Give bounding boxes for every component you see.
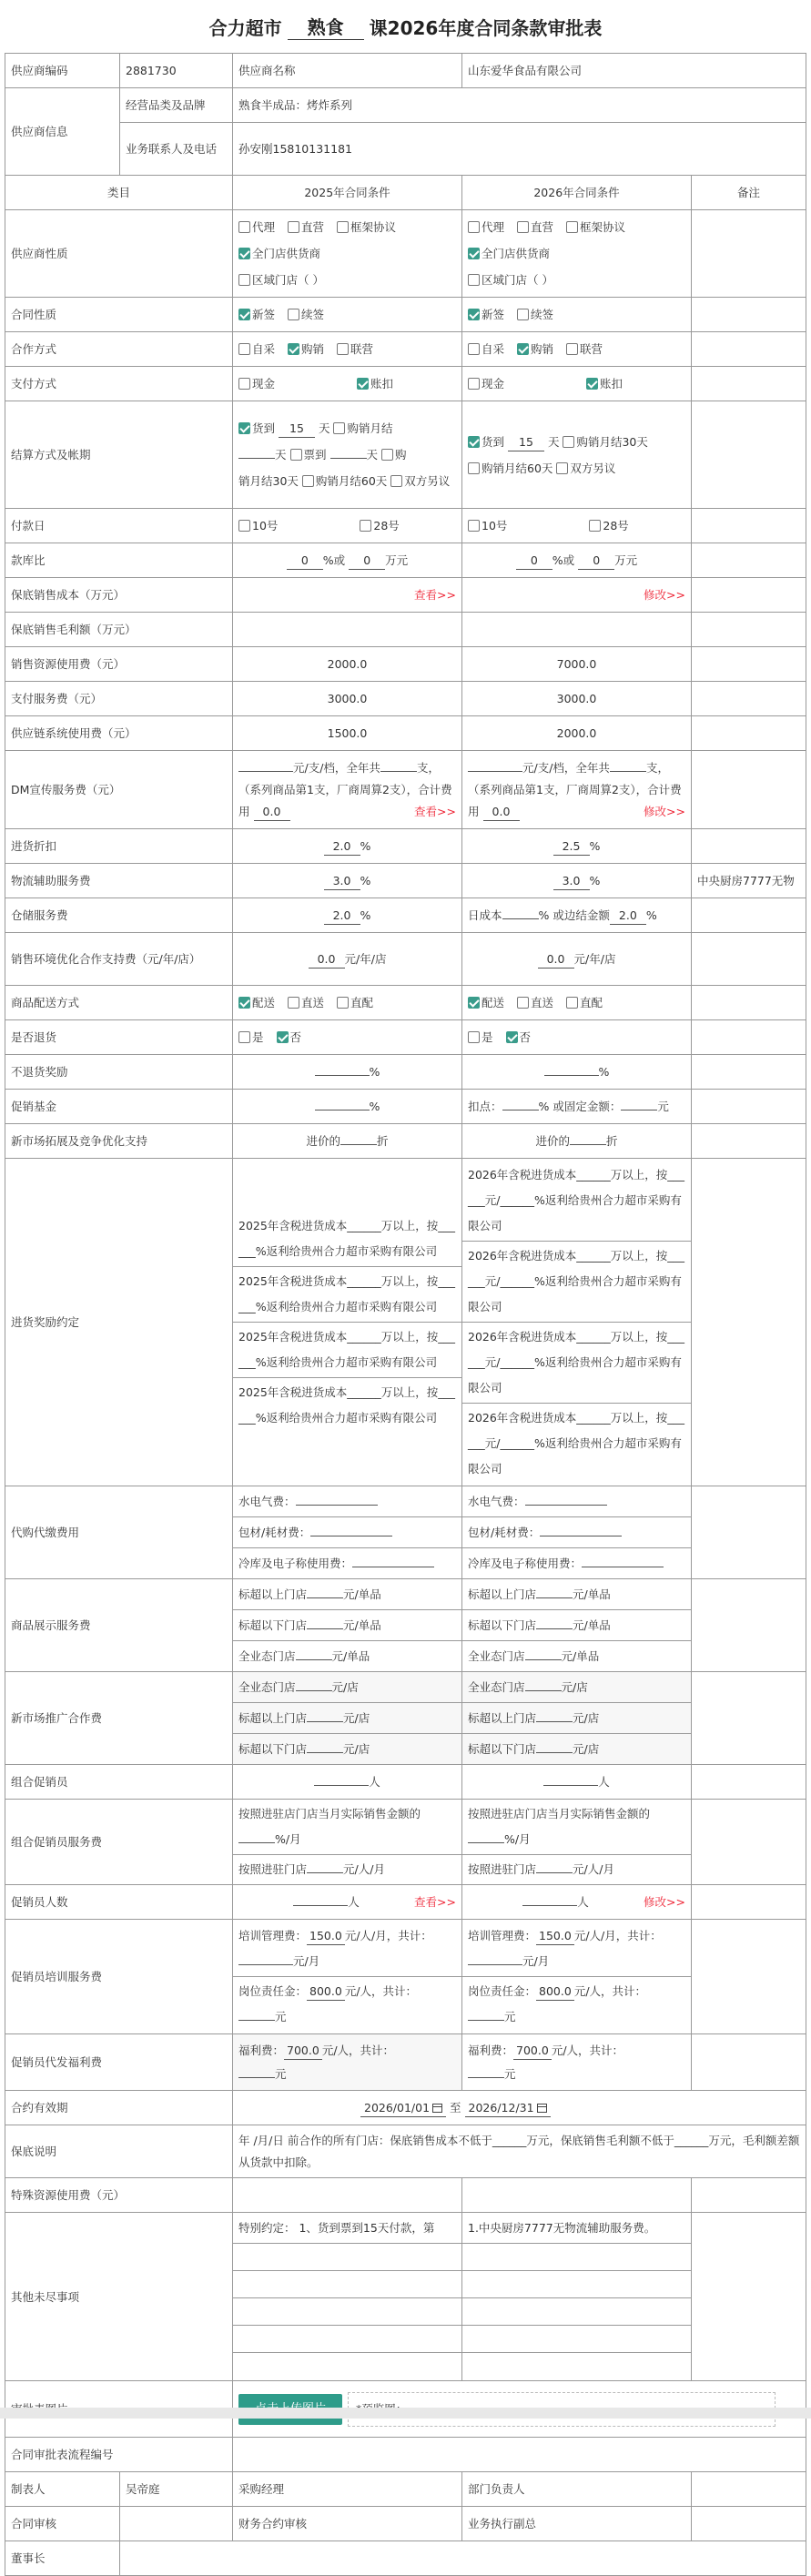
checkbox-checked[interactable] [357,378,369,390]
nature-2026: 代理 直营 框架协议 全门店供货商 区域门店（ ） [462,210,692,298]
checkbox[interactable] [589,520,601,532]
checkbox[interactable] [288,309,299,320]
checkbox[interactable] [290,449,302,461]
checkbox[interactable] [468,462,480,474]
checkbox[interactable] [390,475,402,487]
checkbox-checked[interactable] [238,422,250,434]
supplier-code: 2881730 [120,54,233,88]
checkbox[interactable] [468,221,480,233]
checkbox[interactable] [337,343,349,355]
maker-name: 吴帝庭 [120,2472,233,2507]
checkbox[interactable] [468,378,480,390]
checkbox[interactable] [238,274,250,286]
checkbox[interactable] [337,221,349,233]
dept-name: 熟食 [288,13,364,40]
calendar-icon [432,2104,442,2113]
checkbox[interactable] [360,520,371,532]
edit-link[interactable]: 修改>> [644,588,685,602]
checkbox[interactable] [517,221,529,233]
settle-2026: 货到 15 天 购销月结30天 购销月结60天 双方另议 [462,401,692,509]
bottom-bar [0,2408,811,2419]
checkbox-checked[interactable] [517,343,529,355]
checkbox[interactable] [517,997,529,1009]
page-title: 合力超市 熟食 课2026年度合同条款审批表 [0,0,811,53]
checkbox[interactable] [517,309,529,320]
checkbox[interactable] [468,343,480,355]
checkbox[interactable] [302,475,314,487]
checkbox[interactable] [238,378,250,390]
checkbox[interactable] [288,997,299,1009]
checkbox[interactable] [563,436,574,448]
view-link[interactable]: 查看>> [414,1895,456,1909]
checkbox[interactable] [238,343,250,355]
view-link[interactable]: 查看>> [414,804,456,818]
checkbox[interactable] [381,449,393,461]
checkbox-checked[interactable] [468,436,480,448]
checkbox-checked[interactable] [586,378,598,390]
settle-2025: 货到 15 天 购销月结 天 票到 天 购 销月结30天 购销月结60天 双方另议 [233,401,462,509]
supplier-name: 山东爱华食品有限公司 [462,54,806,88]
checkbox[interactable] [288,221,299,233]
checkbox[interactable] [238,1031,250,1043]
checkbox[interactable] [333,422,345,434]
checkbox[interactable] [468,274,480,286]
edit-link[interactable]: 修改>> [644,804,685,818]
calendar-icon [537,2104,547,2113]
checkbox-checked[interactable] [238,248,250,259]
checkbox-checked[interactable] [468,997,480,1009]
checkbox[interactable] [468,1031,480,1043]
checkbox-checked[interactable] [238,997,250,1009]
edit-link[interactable]: 修改>> [644,1895,685,1909]
checkbox-checked[interactable] [277,1031,289,1043]
approval-table: 供应商编码 2881730 供应商名称 山东爱华食品有限公司 供应商信息 经营品类及品牌 熟食半成品：烤炸系列 业务联系人及电话 孙安刚15810131181 类目 2025年合同条件 2026年合同条件 备注 供应商性质 代理 直营 框架协议 全门店供货商 区域门店（ ） 代理 直营 框架协议 全门店供货商 区域门店（ ） 合同性质 新签 续签 新签 续签 合作方式 自采 购销 联营 自采 购销 联营 支付方式 现金 账扣 现金 账扣 结算方式及帐期 货到 15 天 购销月结 天 票到 天 购 销月结30天 购销月结60天 双方另议 货到 15 天 购销月结30天 购销月结60天 双方另议 付款日 10号 28号 10号 28号 款库比 0 %或 0 万元 0 %或 0 万元 保底销售成本（万元） 查看>> 修改>> 保底销售毛利额（万元） 销售资源使用费（元） 2000.0 7000.0 支付服务费（元） 3000.0 3000.0 供应链系统使用费（元） 1500.0 2000.0 DM宣传服务费（元） 元/支/档，全年共 支，（系列商品第1支，厂商周算2支），合计费用 0.0 查看>> 元/支/档，全年共 支，（系列商品第1支，厂商周算2支），合计费用 0.0 修改>> 进货折扣 2.0 % 2.5 % 物流辅助服务费 3.0 % 3.0 % 中央厨房7777无物 仓储服务费 2.0 % 日成本 % 或边结金额 2.0 % 销售环境优化合作支持费（元/年/店） 0.0 元/年/店 0.0 元/年/店 商品配送方式 配送 直送 直配 配送 直送 直配 是否退货 是 否 是 否 不退货奖励 % % 促销基金 % 扣点： % 或固定金额： 元 新市场拓展及竞争优化支持 进价的 折 进价的 折 进货奖励约定 2025年含税进货成本______万以上，按______%返利给贵州合力超市采购有限公司 2025年含税进货成本______万以上，按______%返利给贵州合力超市采购有限公司 2025年含税进货成本______万以上，按______%返利给贵州合力超市采购有限公司 2025年含税进货成本______万以上，按______%返利给贵州合力超市采购有限公司 2026年含税进货成本______万以上，按______元/______%返利给贵州合力超市采购有限公司 2026年含税进货成本______万以上，按______元/______%返利给贵州合力超市采购有限公司 2026年含税进货成本______万以上，按______元/______%返利给贵州合力超市采购有限公司 2026年含税进货成本______万以上，按______元/______%返利给贵州合力超市采购有限公司 代购代缴费用 水电气费： 包材/耗材费： 冷库及电子称使用费： 水电气费： 包材/耗材费： 冷库及电子称使用费： 商品展示服务费 标超以上门店 元/单品 标超以下门店 元/单品 全业态门店 元/单品 标超以上门店 元/单品 标超以下门店 元/单品 全业态门店 元/单品 新市场推广合作费 全业态门店 元/店 标超以上门店 元/店 标超以下门店 元/店 全业态门店 元/店 标超以上门店 元/店 标超以下门店 元/店 组合促销员 人 人 组合促销员服务费 按照进驻店门店当月实际销售金额的 %/月 按照进驻门店 元/人/月 按照进驻店门店当月实际销售金额的 %/月 按照进驻门店 元/人/月 促销员人数 人 查看>> 人 修改>> 促销员培训服务费 培训管理费： 150.0 元/人/月，共计： 元/月 岗位责任金： 800.0 元/人，共计： 元 培训管理费： 150.0 元/人/月，共计： 元/月 岗位责任金： 800.0 元/人，共计： 元 促销员代发福利费 福利费： 700.0 元/人，共计： 元 福利费： 700.0 元/人，共计： 元 合约有效期 2026/01/01 至 2026/12/31 保底说明 年 /月/日 前合作的所有门店：保底销售成本不低于______万元，保底销售毛利额不低于______万元，毛利额差额从货款中扣除。 特殊资源使用费（元） 其他未尽事项 特别约定： 1、货到票到15天付款，第 1.中央厨房7777无物流辅助服务费。 合同审批表流程编号 制表人 吴帝庭 采购经理 部门负责人 合同审核 财务合约审核 业务执行副总 董事长 [5,53,806,2576]
checkbox[interactable] [337,997,349,1009]
supplier-category: 熟食半成品：烤炸系列 [233,88,806,123]
nature-2025: 代理 直营 框架协议 全门店供货商 区域门店（ ） [233,210,462,298]
checkbox[interactable] [566,221,578,233]
supplier-contact: 孙安刚15810131181 [233,123,806,176]
checkbox-checked[interactable] [238,309,250,320]
checkbox[interactable] [238,520,250,532]
guarantee-note: 年 /月/日 前合作的所有门店：保底销售成本不低于______万元，保底销售毛利额不低于______万元，毛利额差额从货款中扣除。 [233,2125,806,2178]
checkbox[interactable] [556,462,568,474]
checkbox-checked[interactable] [468,309,480,320]
checkbox-checked[interactable] [288,343,299,355]
checkbox[interactable] [566,343,578,355]
checkbox[interactable] [566,997,578,1009]
checkbox-checked[interactable] [468,248,480,259]
end-date-input[interactable]: 2026/12/31 [465,2100,551,2117]
checkbox[interactable] [468,520,480,532]
checkbox-checked[interactable] [506,1031,518,1043]
view-link[interactable]: 查看>> [414,588,456,602]
checkbox[interactable] [238,221,250,233]
start-date-input[interactable]: 2026/01/01 [360,2100,446,2117]
